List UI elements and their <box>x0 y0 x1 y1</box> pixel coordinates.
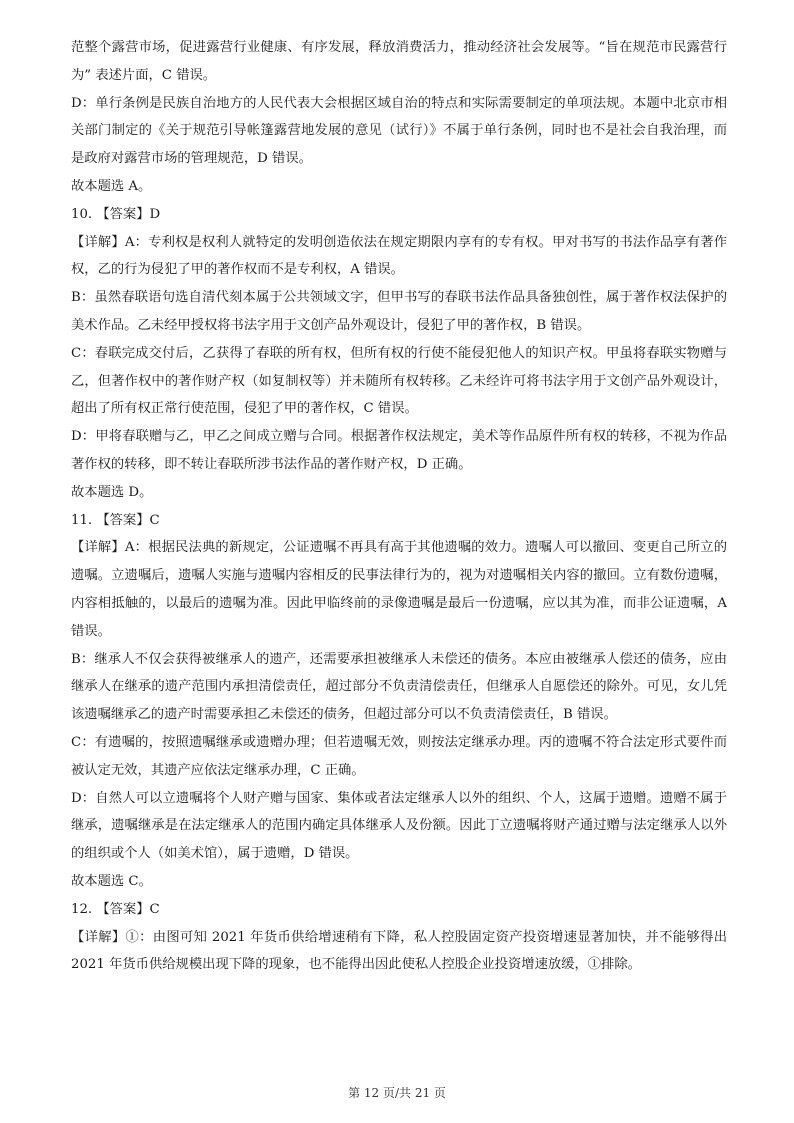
paragraph: B：继承人不仅会获得被继承人的遗产，还需要承担被继承人未偿还的债务。本应由被继承人偿还的债务，应由继承人在继承的遗产范围内承担清偿责任，超过部分不负责清偿责任，但继承人自愿偿还的除外。可见，女儿凭该遗嘱继承乙的遗产时需要承担乙未偿还的债务，但超过部分可以不负责清偿责任，B 错误。 <box>71 651 727 723</box>
paragraph: 故本题选 D。 <box>71 484 153 500</box>
paragraph: D：单行条例是民族自治地方的人民代表大会根据区域自治的特点和实际需要制定的单项法规。本题中北京市相关部门制定的《关于规范引导帐篷露营地发展的意见（试行）》不属于单行条例，同时也不是社会自我治理，而是政府对露营市场的管理规范，D 错误。 <box>71 95 727 167</box>
page-footer: 第 12 页/共 21 页 <box>348 1086 446 1100</box>
paragraph: 【详解】A：根据民法典的新规定，公证遗嘱不再具有高于其他遗嘱的效力。遗嘱人可以撤回、变更自己所立的遗嘱。立遗嘱后，遗嘱人实施与遗嘱内容相反的民事法律行为的，视为对遗嘱相关内容的撤回。立有数份遗嘱，内容相抵触的，以最后的遗嘱为准。因此甲临终前的录像遗嘱是最后一份遗嘱，应以其为准，而非公证遗嘱，A 错误。 <box>71 540 727 639</box>
paragraph: 故本题选 A。 <box>71 178 152 194</box>
paragraph: D：自然人可以立遗嘱将个人财产赠与国家、集体或者法定继承人以外的组织、个人，这属于遗赠。遗赠不属于继承，遗嘱继承是在法定继承人的范围内确定具体继承人及份额。因此丁立遗嘱将财产通过赠与法定继承人以外的组织或个人（如美术馆），属于遗赠，D 错误。 <box>71 790 727 862</box>
paragraph: 【详解】A：专利权是权利人就特定的发明创造依法在规定期限内享有的专有权。甲对书写的书法作品享有著作权，乙的行为侵犯了甲的著作权而不是专利权，A 错误。 <box>71 234 727 278</box>
paragraph: B：虽然春联语句选自清代刻本属于公共领域文字，但甲书写的春联书法作品具备独创性，属于著作权法保护的美术作品。乙未经甲授权将书法字用于文创产品外观设计，侵犯了甲的著作权，B 错误。 <box>71 290 727 333</box>
paragraph: C：春联完成交付后，乙获得了春联的所有权，但所有权的行使不能侵犯他人的知识产权。甲虽将春联实物赠与乙，但著作权中的著作财产权（如复制权等）并未随所有权转移。乙未经许可将书法字用于文创产品外观设计，超出了所有权正常行使范围，侵犯了甲的著作权，C 错误。 <box>71 345 727 417</box>
paragraph: D：甲将春联赠与乙，甲乙之间成立赠与合同。根据著作权法规定，美术等作品原件所有权的转移，不视为作品著作权的转移，即不转让春联所涉书法作品的著作财产权，D 正确。 <box>71 429 727 472</box>
answer-heading: 11. 【答案】C <box>71 512 160 528</box>
answer-heading: 10. 【答案】D <box>71 206 161 222</box>
paragraph: 范整个露营市场，促进露营行业健康、有序发展，释放消费活力，推动经济社会发展等。“旨在规范市民露营行为” 表述片面，C 错误。 <box>71 40 727 83</box>
paragraph: C：有遗嘱的，按照遗嘱继承或遗赠办理；但若遗嘱无效，则按法定继承办理。丙的遗嘱不符合法定形式要件而被认定无效，其遗产应依法定继承办理，C 正确。 <box>71 734 727 778</box>
document-body <box>71 34 727 979</box>
answer-heading: 12. 【答案】C <box>71 901 160 917</box>
paragraph: 故本题选 C。 <box>71 873 152 889</box>
paragraph: 【详解】①：由图可知 2021 年货币供给增速稍有下降，私人控股固定资产投资增速显著加快，并不能够得出 2021 年货币供给规模出现下降的现象，也不能得出因此使私人控股企业投资增速放缓，①排除。 <box>71 929 727 973</box>
